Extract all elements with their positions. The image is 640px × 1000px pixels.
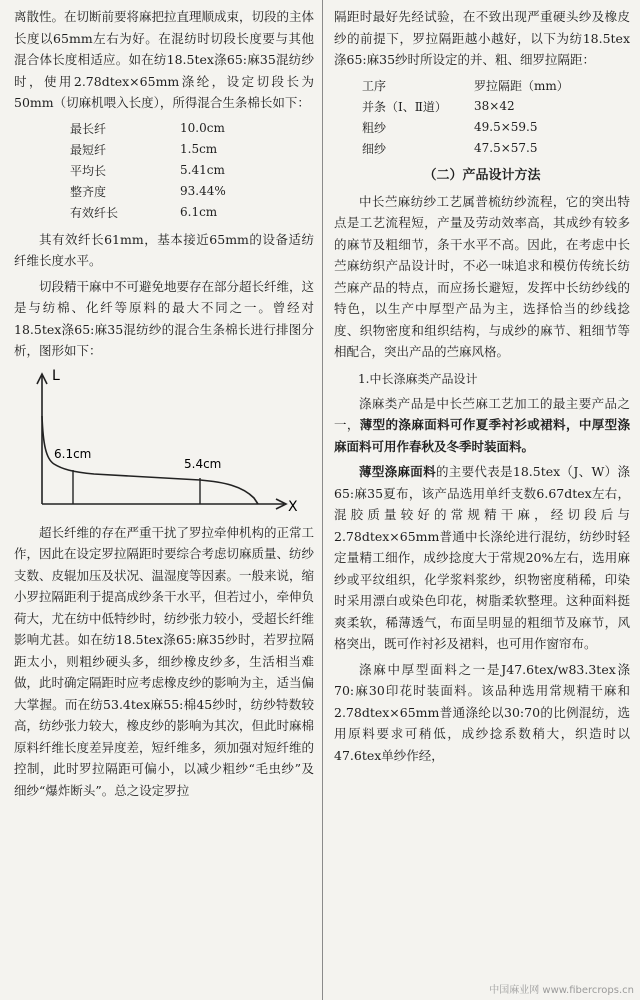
text-run: 涤麻类产品是中长苎麻工艺加工的最主要产品之一， — [334, 395, 630, 432]
y-axis-label: L — [52, 367, 60, 384]
fiber-length-table — [70, 118, 226, 223]
column-divider — [322, 0, 323, 1000]
row-label: 最短纤 — [70, 142, 107, 157]
paragraph-medium-fabric: 涤麻中厚型面料之一是J47.6tex/w83.3tex涤70:麻30印花时装面料。该品种选用常规精干麻和2.78dtex×65mm普通涤纶以30:70的比例混纺，选用原料要求可稍低，成纱捻系数稍大，织造时以47.6tex单纱作经， — [334, 661, 630, 763]
roller-gauge-table — [362, 75, 569, 159]
paragraph-effective-length: 其有效纤长61mm，基本接近65mm的设备适纺纤维长度水平。 — [14, 231, 314, 268]
row-value: 1.5cm — [180, 142, 218, 156]
table-header-row — [362, 75, 569, 96]
row-value: 5.41cm — [180, 163, 225, 177]
emphasis-text: 薄型的涤麻面料可作夏季衬衫或裙料，中厚型涤麻面料可用作春秋及冬季时装面料。 — [334, 417, 630, 454]
row-value: 47.5×57.5 — [474, 141, 538, 155]
paragraph-design-method: 中长苎麻纺纱工艺属普梳纺纱流程，它的突出特点是工艺流程短，产量及劳动效率高，其成纱有较多的麻节及粗细节，条干水平不高。因此，在考虑中长苎麻纺织产品设计时，不必一味追求和模仿传统长纺苎麻产品的特点，而应扬长避短，发挥中长纺纱线的特色，以生产中厚型产品为主，选择恰当的纱线捻度、织物密度和组织结构，与成纱的麻节、粗细节等相配合，突出产品的苎麻风格。 — [334, 193, 630, 359]
row-label: 平均长 — [70, 163, 107, 178]
sub-heading: 1.中长涤麻类产品设计 — [358, 371, 478, 386]
annotation-effective-length: 6.1cm — [54, 446, 92, 461]
table-row — [70, 160, 226, 181]
header-label: 工序 — [362, 78, 387, 93]
paragraph-roller-gauge: 超长纤维的存在严重干扰了罗拉牵伸机构的正常工作，因此在设定罗拉隔距时要综合考虑切麻质量、纺纱支数、皮辊加压及状况、温湿度等因素。一般来说，缩小罗拉隔距利于提高成纱条干水平，但若过小，牵伸负荷大，尤在纺中低特纱时，纺纱张力较小，受超长纤维影响尤甚。如在纺18.5tex涤65:麻35纱时，若罗拉隔距太小，则粗纱硬头多，细纱橡皮纱多，生活相当难做，此时确定隔距时应考虑橡皮纱的影响为主，适当偏大掌握。而在纺53.4tex麻55:棉45纱时，纺纱特数较高，纺纱张力较大，橡皮纱的影响为其次，但此时麻棉原料纤维长度差异度差，短纤维多，须加强对短纤维的控制，此时罗拉隔距可偏小，以减少粗纱“毛虫纱”及细纱“爆炸断头”。总之设定罗拉 — [14, 524, 315, 798]
row-value: 6.1cm — [180, 205, 218, 219]
paragraph-cutting-length: 离散性。在切断前要将麻把拉直理顺成束，切段的主体长度以65mm左右为好。在混纺时切段长度要与其他混合体长度相适应。如在纺18.5tex涤65:麻35混纺纱时，使用2.78dtex×65mm涤纶，设定切段长为50mm（切麻机喂入长度），所得混合生条棉长如下： — [14, 9, 315, 110]
row-label: 整齐度 — [70, 184, 107, 199]
row-label: 并条（Ⅰ、Ⅱ道） — [362, 99, 447, 114]
row-value: 49.5×59.5 — [474, 120, 538, 134]
left-column — [14, 6, 314, 805]
row-value: 93.44% — [180, 184, 226, 198]
table-row — [362, 96, 569, 117]
paragraph-polyester-ramie — [334, 393, 630, 458]
row-label: 有效纤长 — [70, 205, 119, 220]
paragraph-overlong-fiber: 切段精干麻中不可避免地要存在部分超长纤维，这是与纺棉、化纤等原料的最大不同之一。曾经对18.5tex涤65:麻35混纺纱的混合生条棉长进行排图分析，图形如下： — [14, 278, 315, 358]
row-label: 粗纱 — [362, 120, 387, 135]
table-row — [70, 202, 226, 223]
right-column — [334, 6, 630, 770]
table-row — [362, 138, 569, 159]
row-label: 最长纤 — [70, 121, 107, 136]
header-value: 罗拉隔距（mm） — [474, 78, 569, 93]
emphasis-text: 薄型涤麻面料 — [359, 464, 436, 479]
table-row — [70, 118, 226, 139]
watermark: 中国麻业网 www.fibercrops.cn — [489, 985, 634, 996]
fiber-length-diagram — [14, 366, 310, 516]
table-row — [362, 117, 569, 138]
row-value: 10.0cm — [180, 121, 225, 135]
section-heading: （二）产品设计方法 — [423, 167, 541, 183]
table-row — [70, 139, 226, 160]
table-row — [70, 181, 226, 202]
paragraph-gauge-intro: 隔距时最好先经试验，在不致出现严重硬头纱及橡皮纱的前提下，罗拉隔距越小越好，以下为纺18.5tex涤65:麻35纱时所设定的并、粗、细罗拉隔距： — [334, 9, 630, 67]
x-axis-label: X — [288, 498, 298, 515]
text-run: 的主要代表是18.5tex（J、W）涤65:麻35夏布，该产品选用单纤支数6.67dtex左右，混胶质量较好的常规精干麻，经切段后与2.78dtex×65mm普通中长涤纶进行混纺，纺纱时轻定量精工细作，成纱捻度大于常规20%左右，选用麻纱或平纹组织，化学浆料浆纱，织物密度稍稀，印染时采用漂白或染色印花，树脂柔软整理。这种面料挺爽柔软，稀薄透气，布面呈明显的粗细节及麻节，风格突出，既可作衬衫及裙料，也可用作窗帘布。 — [334, 464, 630, 651]
annotation-mean-length: 5.4cm — [184, 456, 222, 471]
paragraph-thin-fabric — [334, 461, 630, 655]
row-value: 38×42 — [474, 99, 515, 113]
row-label: 细纱 — [362, 141, 387, 156]
